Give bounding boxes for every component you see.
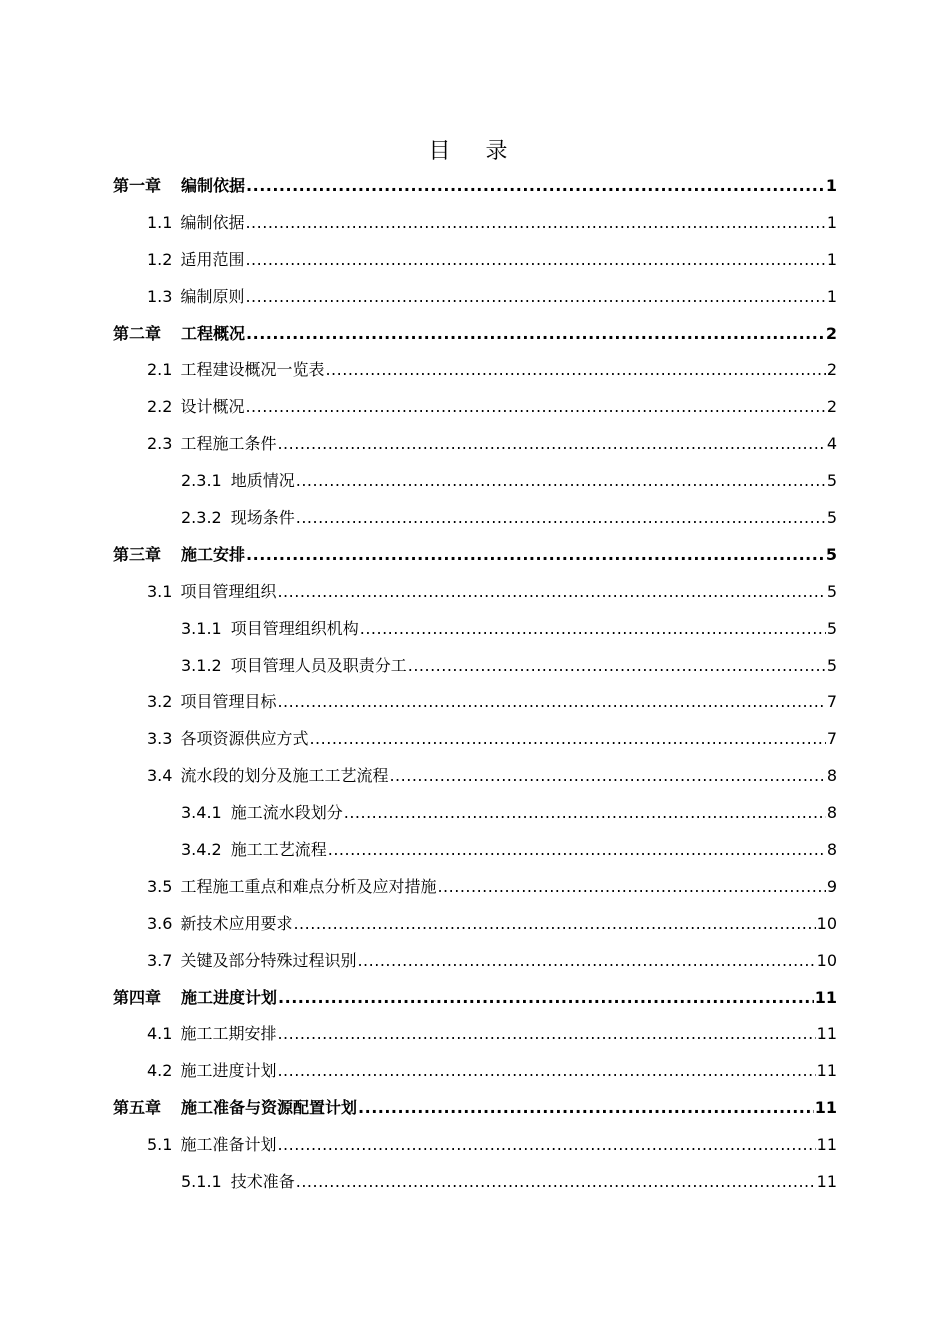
toc-entry[interactable] (113, 906, 837, 943)
toc-entry[interactable] (113, 168, 837, 205)
table-of-contents (113, 168, 837, 1201)
toc-entry-number: 1.1 (147, 212, 173, 232)
toc-entry[interactable] (113, 1053, 837, 1090)
toc-entry[interactable] (113, 242, 837, 279)
toc-entry-number: 1.3 (147, 286, 173, 306)
toc-entry[interactable] (113, 463, 837, 500)
toc-entry-page-number: 5 (826, 655, 837, 675)
toc-leader-dots (358, 1090, 814, 1127)
toc-entry-number: 3.3 (147, 729, 173, 749)
toc-entry-title: 项目管理组织机构 (230, 618, 359, 638)
toc-entry-title: 施工安排 (181, 544, 246, 564)
toc-entry[interactable] (113, 352, 837, 389)
toc-leader-dots (245, 279, 825, 316)
toc-entry[interactable] (113, 279, 837, 316)
toc-entry-title: 施工流水段划分 (230, 803, 343, 823)
toc-entry-page-number: 11 (814, 987, 837, 1007)
toc-entry-number: 4.1 (147, 1024, 173, 1044)
toc-entry-title: 现场条件 (230, 508, 295, 528)
toc-entry-number: 2.3.2 (181, 508, 222, 528)
toc-entry-page-number: 1 (826, 212, 837, 232)
toc-entry[interactable] (113, 943, 837, 980)
toc-entry-number: 第一章 (113, 176, 162, 195)
toc-entry[interactable] (113, 1016, 837, 1053)
toc-leader-dots (293, 906, 815, 943)
toc-entry-page-number: 11 (816, 1135, 837, 1155)
toc-entry-title: 工程施工重点和难点分析及应对措施 (180, 876, 437, 896)
toc-entry-title: 编制原则 (180, 286, 245, 306)
toc-entry[interactable] (113, 980, 837, 1017)
toc-entry-page-number: 7 (826, 729, 837, 749)
toc-entry-title: 施工工期安排 (180, 1024, 277, 1044)
toc-entry-number: 2.2 (147, 397, 173, 417)
toc-entry-title: 项目管理组织 (180, 581, 277, 601)
toc-entry-page-number: 1 (826, 249, 837, 269)
toc-entry-page-number: 11 (816, 1061, 837, 1081)
toc-entry[interactable] (113, 205, 837, 242)
toc-entry-number: 3.4.1 (181, 803, 222, 823)
toc-entry-title: 关键及部分特殊过程识别 (180, 950, 357, 970)
toc-entry-title: 工程建设概况一览表 (180, 360, 325, 380)
toc-entry-number: 3.4.2 (181, 840, 222, 860)
toc-leader-dots (437, 869, 825, 906)
toc-entry-page-number: 4 (826, 434, 837, 454)
toc-entry[interactable] (113, 684, 837, 721)
toc-leader-dots (277, 684, 825, 721)
toc-leader-dots (309, 721, 825, 758)
toc-entry-page-number: 5 (826, 618, 837, 638)
toc-leader-dots (277, 426, 825, 463)
toc-leader-dots (296, 463, 826, 500)
toc-entry-title: 工程施工条件 (180, 434, 277, 454)
toc-entry-title: 施工进度计划 (180, 1061, 277, 1081)
toc-entry-title: 施工进度计划 (181, 987, 278, 1007)
toc-leader-dots (277, 1127, 815, 1164)
toc-entry-number: 3.1 (147, 581, 173, 601)
toc-leader-dots (277, 574, 825, 611)
toc-entry[interactable] (113, 721, 837, 758)
toc-entry-page-number: 10 (816, 950, 837, 970)
toc-leader-dots (245, 389, 825, 426)
toc-entry-page-number: 7 (826, 692, 837, 712)
toc-leader-dots (246, 168, 825, 205)
toc-entry-title: 各项资源供应方式 (180, 729, 309, 749)
toc-entry-title: 施工准备与资源配置计划 (181, 1098, 358, 1118)
toc-entry-page-number: 1 (825, 176, 837, 195)
toc-leader-dots (344, 795, 826, 832)
toc-entry-number: 3.4 (147, 766, 173, 786)
toc-entry-number: 3.2 (147, 692, 173, 712)
toc-entry-page-number: 5 (826, 581, 837, 601)
toc-entry-page-number: 2 (826, 397, 837, 417)
toc-entry-number: 3.5 (147, 876, 173, 896)
toc-leader-dots (245, 205, 825, 242)
toc-entry[interactable] (113, 648, 837, 685)
toc-entry[interactable] (113, 426, 837, 463)
toc-leader-dots (246, 537, 825, 574)
toc-entry[interactable] (113, 795, 837, 832)
toc-entry-title: 技术准备 (230, 1172, 295, 1192)
toc-entry-title: 施工准备计划 (180, 1135, 277, 1155)
toc-entry-title: 项目管理人员及职责分工 (230, 655, 407, 675)
toc-leader-dots (389, 758, 825, 795)
toc-entry[interactable] (113, 1090, 837, 1127)
toc-entry-title: 项目管理目标 (180, 692, 277, 712)
toc-entry-number: 4.2 (147, 1061, 173, 1081)
toc-entry-page-number: 10 (816, 913, 837, 933)
toc-entry-page-number: 2 (825, 323, 837, 343)
toc-entry-number: 5.1.1 (181, 1172, 222, 1192)
toc-entry-title: 流水段的划分及施工工艺流程 (180, 766, 389, 786)
toc-entry-page-number: 5 (825, 544, 837, 564)
toc-entry[interactable] (113, 537, 837, 574)
toc-entry[interactable] (113, 869, 837, 906)
toc-leader-dots (246, 316, 825, 353)
toc-entry-page-number: 8 (826, 840, 837, 860)
toc-entry-page-number: 9 (826, 876, 837, 896)
toc-entry[interactable] (113, 574, 837, 611)
toc-entry-title: 编制依据 (181, 176, 246, 195)
toc-entry-title: 编制依据 (180, 212, 245, 232)
toc-leader-dots (328, 832, 826, 869)
toc-entry[interactable] (113, 389, 837, 426)
toc-entry[interactable] (113, 1164, 837, 1201)
toc-entry-number: 3.7 (147, 950, 173, 970)
toc-leader-dots (277, 1016, 815, 1053)
toc-entry-number: 第四章 (113, 987, 162, 1007)
toc-entry-title: 适用范围 (180, 249, 245, 269)
toc-entry[interactable] (113, 758, 837, 795)
toc-entry-title: 新技术应用要求 (180, 913, 293, 933)
toc-entry[interactable] (113, 316, 837, 353)
toc-entry-number: 3.1.2 (181, 655, 222, 675)
toc-entry-page-number: 11 (814, 1098, 837, 1118)
toc-entry-number: 2.3 (147, 434, 173, 454)
toc-entry[interactable] (113, 832, 837, 869)
toc-leader-dots (277, 1053, 815, 1090)
page-title: 目 录 (428, 139, 522, 164)
toc-entry-page-number: 11 (816, 1172, 837, 1192)
toc-leader-dots (360, 611, 826, 648)
toc-entry-number: 3.6 (147, 913, 173, 933)
toc-entry-page-number: 8 (826, 766, 837, 786)
toc-leader-dots (296, 1164, 816, 1201)
toc-entry-page-number: 8 (826, 803, 837, 823)
toc-entry-title: 设计概况 (180, 397, 245, 417)
toc-leader-dots (245, 242, 825, 279)
toc-entry-page-number: 5 (826, 508, 837, 528)
toc-leader-dots (325, 352, 825, 389)
toc-entry-number: 2.1 (147, 360, 173, 380)
toc-entry-number: 第五章 (113, 1098, 162, 1118)
toc-leader-dots (296, 500, 826, 537)
toc-entry-title: 工程概况 (181, 323, 246, 343)
toc-entry-number: 3.1.1 (181, 618, 222, 638)
toc-entry-number: 第二章 (113, 323, 162, 343)
toc-entry[interactable] (113, 500, 837, 537)
toc-entry-number: 第三章 (113, 544, 162, 564)
toc-leader-dots (357, 943, 815, 980)
toc-entry-number: 5.1 (147, 1135, 173, 1155)
toc-entry-number: 2.3.1 (181, 471, 222, 491)
toc-entry-number: 1.2 (147, 249, 173, 269)
toc-entry-title: 地质情况 (230, 471, 295, 491)
toc-entry[interactable] (113, 1127, 837, 1164)
toc-leader-dots (278, 980, 814, 1017)
toc-leader-dots (408, 648, 826, 685)
toc-entry-page-number: 2 (826, 360, 837, 380)
toc-entry[interactable] (113, 611, 837, 648)
toc-entry-title: 施工工艺流程 (230, 840, 327, 860)
toc-entry-page-number: 1 (826, 286, 837, 306)
toc-entry-page-number: 5 (826, 471, 837, 491)
toc-entry-page-number: 11 (816, 1024, 837, 1044)
